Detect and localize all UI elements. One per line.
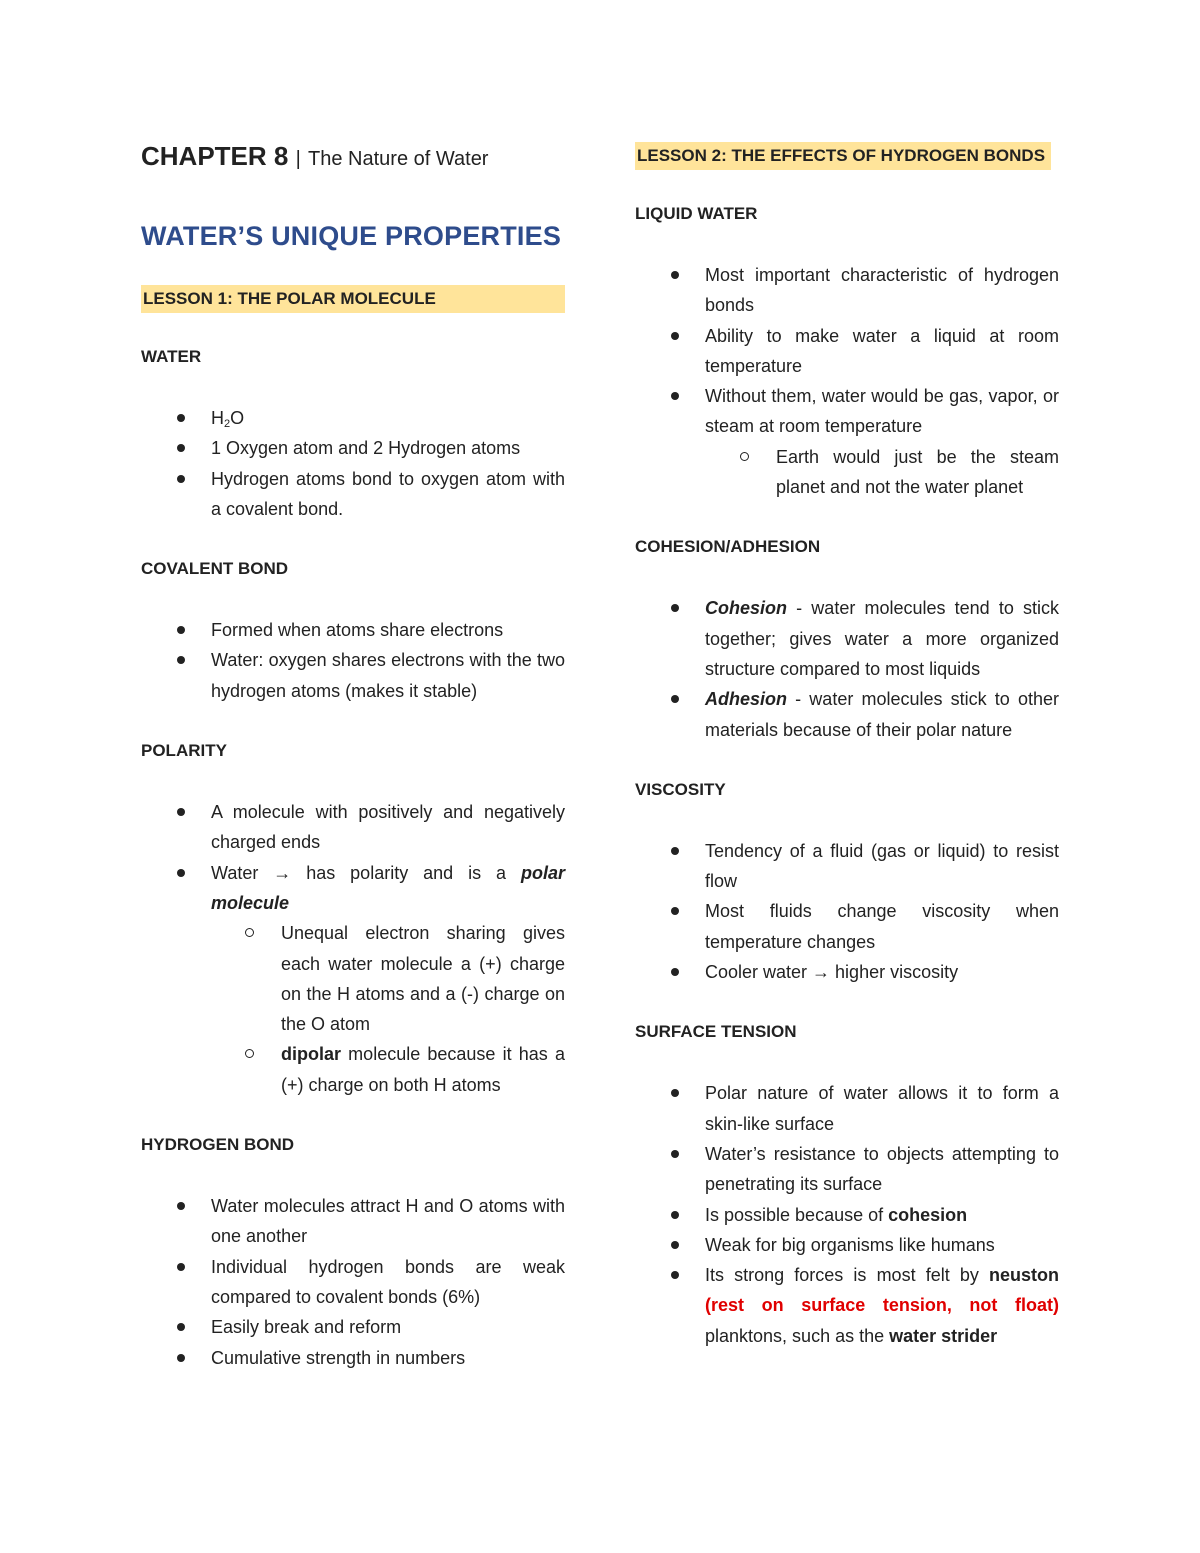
cohesion-term: Cohesion <box>705 598 788 619</box>
bullet-icon <box>177 626 185 634</box>
list-item-text: Most fluids change viscosity when temperature changes <box>705 901 1059 952</box>
list-item-text: Its strong forces is most felt by <box>705 1265 989 1286</box>
list-item <box>635 1078 1059 1139</box>
list-item <box>141 464 565 525</box>
list-item <box>141 1312 565 1342</box>
bullet-icon <box>177 808 185 816</box>
list-item <box>635 321 1059 382</box>
section-surface-tension-title: SURFACE TENSION <box>635 1022 797 1042</box>
right-column <box>635 140 1059 1382</box>
bullet-icon <box>671 695 679 703</box>
polar-molecule-term: polar molecule <box>211 862 565 913</box>
bullet-icon <box>177 1202 185 1210</box>
list-item-text: Water → has polarity and is a <box>211 862 521 883</box>
section-hydrogen-bond-title: HYDROGEN BOND <box>141 1135 295 1155</box>
list-item-text: Easily break and reform <box>211 1317 402 1338</box>
bullet-icon <box>671 271 679 279</box>
list-item <box>635 957 1059 987</box>
polarity-sublist <box>210 918 565 1100</box>
dipolar-term: dipolar <box>281 1044 342 1065</box>
left-column <box>141 140 565 1404</box>
water-list <box>141 403 565 524</box>
list-item-text: Most important characteristic of hydrogen bonds <box>705 265 1059 316</box>
hollow-bullet-icon <box>245 928 254 937</box>
hydrogen-bond-list <box>141 1191 565 1373</box>
list-item-text: Is possible because of <box>705 1204 889 1225</box>
surface-tension-list <box>635 1078 1059 1351</box>
formula-subscript: 2 <box>224 418 231 430</box>
list-item-text: planktons, such as the <box>705 1325 890 1346</box>
sub-list-item-text: molecule because it has a (+) charge on both H atoms <box>281 1044 565 1095</box>
bullet-icon <box>177 869 185 877</box>
bullet-icon <box>671 907 679 915</box>
list-item <box>635 836 1059 897</box>
bullet-icon <box>177 656 185 664</box>
sub-list-item <box>210 918 565 1039</box>
page-title: WATER’S UNIQUE PROPERTIES <box>141 221 562 251</box>
list-item-text: Water molecules attract H and O atoms with one another <box>211 1196 565 1247</box>
lesson-1-heading: LESSON 1: THE POLAR MOLECULE <box>141 285 565 313</box>
list-item <box>141 615 565 645</box>
list-item <box>141 433 565 463</box>
hollow-bullet-icon <box>245 1049 254 1058</box>
liquid-water-list <box>635 260 1059 502</box>
bullet-icon <box>671 1241 679 1249</box>
bullet-icon <box>671 332 679 340</box>
list-item <box>141 1191 565 1252</box>
hollow-bullet-icon <box>740 452 749 461</box>
cohesion-list <box>635 593 1059 744</box>
chapter-separator: | <box>295 148 301 170</box>
section-cohesion-title: COHESION/ADHESION <box>635 537 821 557</box>
list-item <box>141 858 565 1100</box>
list-item-text: Polar nature of water allows it to form a skin-like surface <box>705 1083 1059 1134</box>
chapter-subtitle: The Nature of Water <box>308 148 489 170</box>
water-strider-term: water strider <box>889 1325 998 1346</box>
list-item-text: Ability to make water a liquid at room temperature <box>705 325 1059 376</box>
list-item-text: Tendency of a fluid (gas or liquid) to resist flow <box>705 840 1059 892</box>
bullet-icon <box>177 1263 185 1271</box>
bullet-icon <box>671 604 679 612</box>
sub-list-item <box>210 1039 565 1100</box>
neuston-term: neuston <box>989 1265 1059 1286</box>
viscosity-list <box>635 836 1059 987</box>
section-liquid-water-title: LIQUID WATER <box>635 204 758 223</box>
chapter-label: CHAPTER 8 <box>141 141 289 171</box>
list-item-text: Cumulative strength in numbers <box>211 1347 466 1368</box>
list-item-text: - water molecules tend to stick together; gives water a more organized structure compared to most liquids <box>705 598 1059 679</box>
list-item-text: Weak for big organisms like humans <box>705 1234 995 1255</box>
bullet-icon <box>177 414 185 422</box>
bullet-icon <box>671 392 679 400</box>
list-item-text: Individual hydrogen bonds are weak compared to covalent bonds (6%) <box>211 1256 565 1307</box>
section-water-title: WATER <box>141 347 202 366</box>
bullet-icon <box>671 1150 679 1158</box>
section-viscosity-title: VISCOSITY <box>635 779 726 799</box>
list-item <box>635 260 1059 321</box>
section-polarity-title: POLARITY <box>141 741 227 761</box>
cohesion-bold-term: cohesion <box>888 1204 968 1225</box>
bullet-icon <box>671 1211 679 1219</box>
list-item <box>635 1260 1059 1351</box>
sub-list-item-text: Unequal electron sharing gives each water molecule a (+) charge on the H atoms and a (-) charge on the O atom <box>281 923 565 1035</box>
section-covalent-title: COVALENT BOND <box>141 559 289 579</box>
list-item-text: Without them, water would be gas, vapor, or steam at room temperature <box>705 386 1059 437</box>
list-item <box>635 896 1059 957</box>
list-item-text: A molecule with positively and negatively charged ends <box>211 802 565 853</box>
formula-h: H <box>211 408 224 428</box>
list-item <box>141 797 565 858</box>
sub-list-item-text: Earth would just be the steam planet and not the water planet <box>776 446 1059 498</box>
bullet-icon <box>177 475 185 483</box>
chapter-heading <box>141 140 565 175</box>
list-item <box>141 1252 565 1313</box>
list-item <box>141 403 565 433</box>
list-item <box>635 381 1059 502</box>
list-item <box>141 645 565 706</box>
liquid-water-sublist <box>705 442 1059 503</box>
list-item <box>635 1200 1059 1230</box>
sub-list-item <box>705 442 1059 503</box>
list-item <box>635 593 1059 684</box>
list-item <box>635 1230 1059 1260</box>
bullet-icon <box>177 1323 185 1331</box>
bullet-icon <box>177 444 185 452</box>
bullet-icon <box>671 847 679 855</box>
list-item-text: Hydrogen atoms bond to oxygen atom with a covalent bond. <box>211 468 565 519</box>
list-item-text: Cooler water → higher viscosity <box>705 962 959 983</box>
red-note: (rest on surface tension, not float) <box>705 1295 1059 1316</box>
list-item-text: Formed when atoms share electrons <box>211 620 504 641</box>
polarity-list <box>141 797 565 1100</box>
covalent-list <box>141 615 565 706</box>
list-item-text: Water: oxygen shares electrons with the two hydrogen atoms (makes it stable) <box>211 650 565 701</box>
list-item <box>141 1343 565 1373</box>
list-item <box>635 684 1059 745</box>
bullet-icon <box>671 1271 679 1279</box>
bullet-icon <box>671 1089 679 1097</box>
formula-o: O <box>230 408 245 428</box>
list-item <box>635 1139 1059 1200</box>
bullet-icon <box>177 1354 185 1362</box>
list-item-text: 1 Oxygen atom and 2 Hydrogen atoms <box>211 438 521 459</box>
bullet-icon <box>671 968 679 976</box>
list-item-text: Water’s resistance to objects attempting to penetrating its surface <box>705 1143 1059 1195</box>
list-item-text: - water molecules stick to other materials because of their polar nature <box>705 689 1059 740</box>
lesson-2-heading: LESSON 2: THE EFFECTS OF HYDROGEN BONDS <box>635 142 1051 170</box>
adhesion-term: Adhesion <box>705 689 788 710</box>
